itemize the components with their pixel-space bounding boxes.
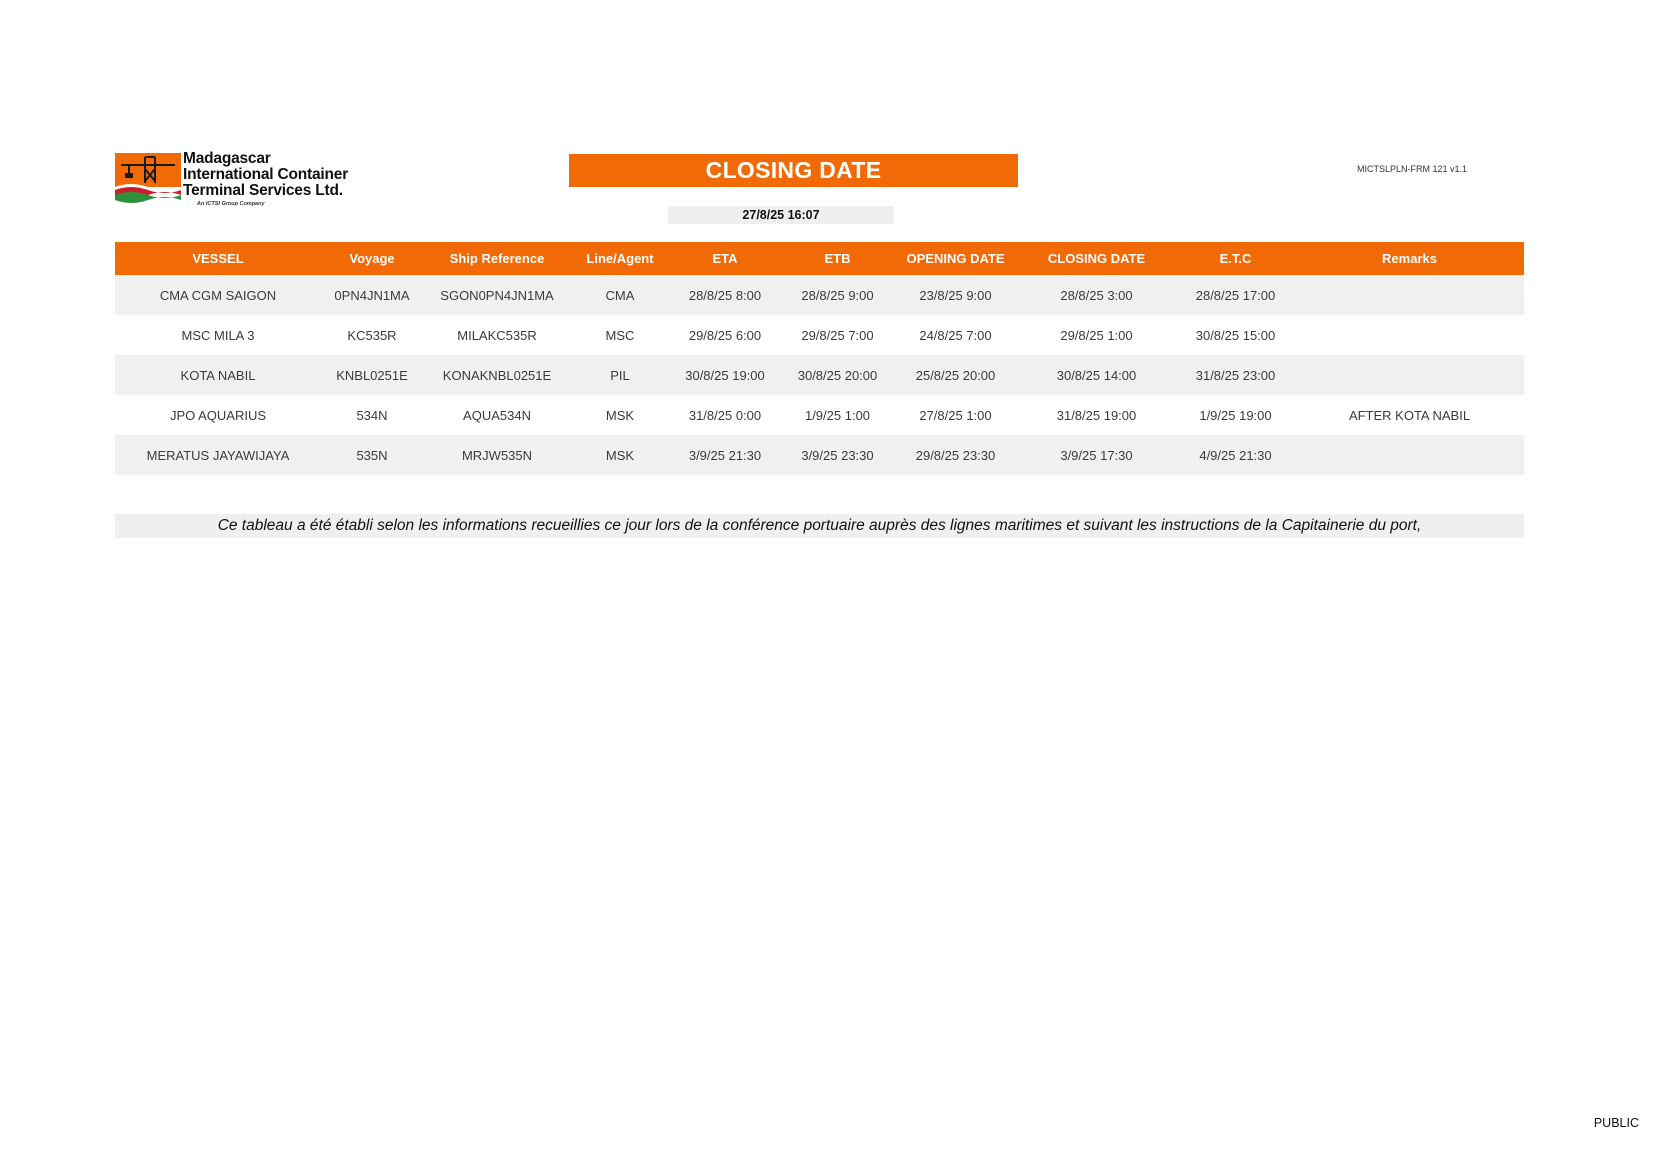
crane-logo-icon [115,153,181,203]
column-header-closing-date: CLOSING DATE [1017,242,1176,275]
column-header-vessel: VESSEL [115,242,321,275]
disclaimer-note: Ce tableau a été établi selon les informations recueillies ce jour lors de la conférence portuaire auprès des lignes maritimes et suivant les instructions de la Capitainerie du port, [115,514,1524,538]
cell-remarks: AFTER KOTA NABIL [1295,395,1524,435]
column-header-eta: ETA [669,242,781,275]
cell-voyage: KC535R [321,315,423,355]
column-header-ship-reference: Ship Reference [423,242,571,275]
cell-line-agent: MSC [571,315,669,355]
cell-voyage: 0PN4JN1MA [321,275,423,315]
table-row [115,315,1524,355]
cell-line-agent: MSK [571,395,669,435]
cell-etc: 28/8/25 17:00 [1176,275,1295,315]
page-title: CLOSING DATE [569,154,1018,187]
cell-closing-date: 28/8/25 3:00 [1017,275,1176,315]
classification-label: PUBLIC [1593,1116,1639,1130]
logo-line-1: Madagascar [183,150,271,167]
cell-eta: 29/8/25 6:00 [669,315,781,355]
column-header-opening-date: OPENING DATE [894,242,1017,275]
cell-closing-date: 3/9/25 17:30 [1017,435,1176,475]
cell-voyage: 535N [321,435,423,475]
cell-remarks [1295,435,1524,475]
cell-ship-reference: AQUA534N [423,395,571,435]
cell-vessel: KOTA NABIL [115,355,321,395]
cell-vessel: MSC MILA 3 [115,315,321,355]
table-row [115,435,1524,475]
cell-opening-date: 27/8/25 1:00 [894,395,1017,435]
cell-etb: 3/9/25 23:30 [781,435,894,475]
cell-etb: 28/8/25 9:00 [781,275,894,315]
column-header-line-agent: Line/Agent [571,242,669,275]
table-row [115,395,1524,435]
report-datetime: 27/8/25 16:07 [668,206,894,224]
cell-etb: 29/8/25 7:00 [781,315,894,355]
cell-line-agent: PIL [571,355,669,395]
cell-ship-reference: SGON0PN4JN1MA [423,275,571,315]
cell-closing-date: 31/8/25 19:00 [1017,395,1176,435]
cell-vessel: MERATUS JAYAWIJAYA [115,435,321,475]
logo-tagline: An ICTSI Group Company [197,201,265,207]
column-header-etb: ETB [781,242,894,275]
table-row [115,355,1524,395]
cell-etc: 1/9/25 19:00 [1176,395,1295,435]
cell-etb: 1/9/25 1:00 [781,395,894,435]
logo-line-3: Terminal Services Ltd. [183,182,343,199]
cell-opening-date: 23/8/25 9:00 [894,275,1017,315]
cell-etc: 4/9/25 21:30 [1176,435,1295,475]
company-logo [115,151,355,211]
cell-eta: 28/8/25 8:00 [669,275,781,315]
column-header-etc: E.T.C [1176,242,1295,275]
cell-eta: 31/8/25 0:00 [669,395,781,435]
cell-etb: 30/8/25 20:00 [781,355,894,395]
table-row [115,275,1524,315]
cell-remarks [1295,355,1524,395]
cell-etc: 31/8/25 23:00 [1176,355,1295,395]
cell-eta: 3/9/25 21:30 [669,435,781,475]
logo-line-2: International Container [183,166,349,183]
cell-closing-date: 30/8/25 14:00 [1017,355,1176,395]
vessel-schedule-table [115,242,1524,475]
cell-remarks [1295,315,1524,355]
cell-voyage: 534N [321,395,423,435]
cell-voyage: KNBL0251E [321,355,423,395]
column-header-remarks: Remarks [1295,242,1524,275]
form-code: MICTSLPLN-FRM 121 v1.1 [1357,164,1468,174]
cell-ship-reference: MRJW535N [423,435,571,475]
table-header-row [115,242,1524,275]
cell-vessel: CMA CGM SAIGON [115,275,321,315]
cell-opening-date: 25/8/25 20:00 [894,355,1017,395]
cell-ship-reference: MILAKC535R [423,315,571,355]
cell-line-agent: MSK [571,435,669,475]
cell-ship-reference: KONAKNBL0251E [423,355,571,395]
cell-eta: 30/8/25 19:00 [669,355,781,395]
cell-line-agent: CMA [571,275,669,315]
cell-vessel: JPO AQUARIUS [115,395,321,435]
cell-opening-date: 24/8/25 7:00 [894,315,1017,355]
cell-remarks [1295,275,1524,315]
column-header-voyage: Voyage [321,242,423,275]
cell-opening-date: 29/8/25 23:30 [894,435,1017,475]
logo-company-name [183,151,348,199]
cell-etc: 30/8/25 15:00 [1176,315,1295,355]
cell-closing-date: 29/8/25 1:00 [1017,315,1176,355]
